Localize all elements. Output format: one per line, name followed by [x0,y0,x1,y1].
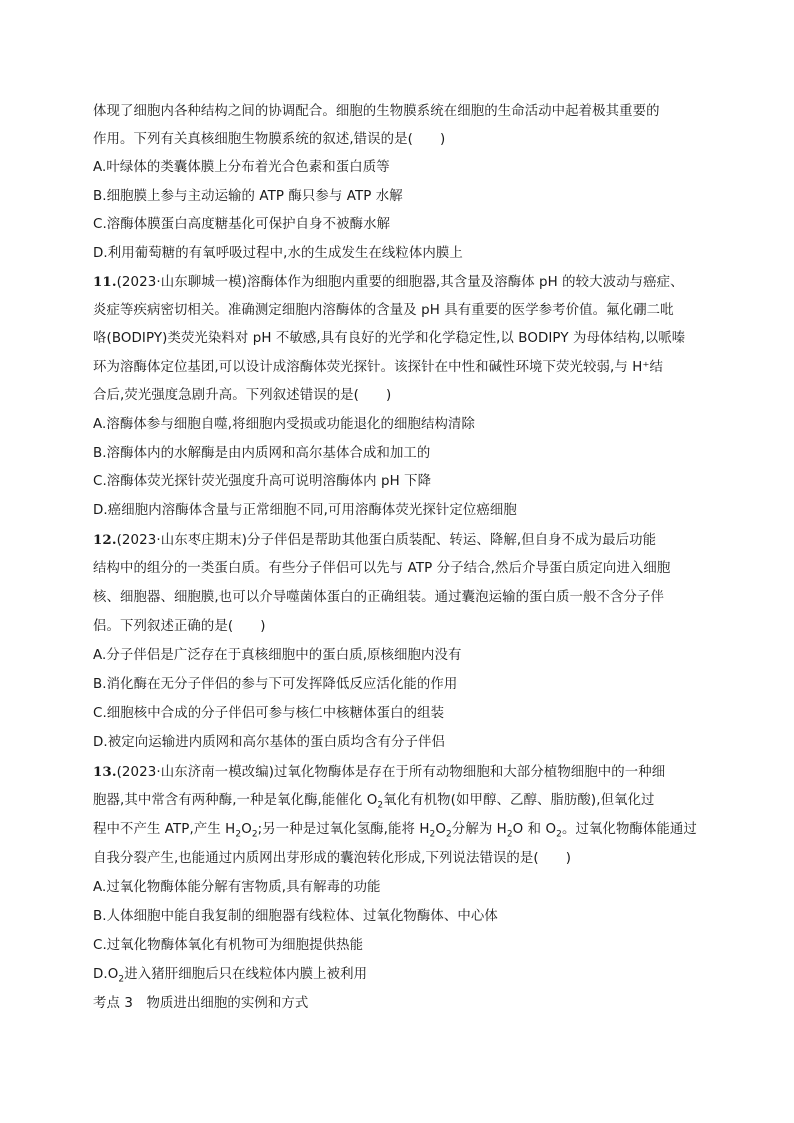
q13-line3-part-g: 。过氧化物酶体能通过 [561,822,697,837]
q11-option-d: D.癌细胞内溶酶体含量与正常细胞不同,可用溶酶体荧光探针定位癌细胞 [93,503,517,518]
q12-stem-line-1 [93,530,656,551]
subscript-2: 2 [429,829,436,840]
q12-stem-line-4: 侣。下列叙述正确的是( ) [93,619,266,634]
q12-stem-line-3: 核、细胞器、细胞膜,也可以介导噬菌体蛋白的正确组装。通过囊泡运输的蛋白质一般不含分子伴 [93,590,664,605]
q13-option-b: B.人体细胞中能自我复制的细胞器有线粒体、过氧化物酶体、中心体 [93,909,498,924]
subscript-2: 2 [377,800,384,811]
q10-option-c: C.溶酶体膜蛋白高度糖基化可保护自身不被酶水解 [93,217,391,232]
subscript-2: 2 [251,829,258,840]
q13-line3-part-d: O [435,822,447,837]
q13-stem-line-3 [93,820,697,840]
q13-option-d [93,965,367,985]
q12-option-b: B.消化酶在无分子伴侣的参与下可发挥降低反应活化能的作用 [93,677,458,692]
q10-option-b: B.细胞膜上参与主动运输的 ATP 酶只参与 ATP 水解 [93,189,403,204]
q10-option-a: A.叶绿体的类囊体膜上分布着光合色素和蛋白质等 [93,160,390,175]
q13-number: 13. [93,764,117,780]
q11-stem-line-5: 合后,荧光强度急剧升高。下列叙述错误的是( ) [93,388,392,403]
q11-option-a: A.溶酶体参与细胞自噬,将细胞内受损或功能退化的细胞结构清除 [93,417,475,432]
q11-stem-line-4: 环为溶酶体定位基团,可以设计成溶酶体荧光探针。该探针在中性和碱性环境下荧光较弱,与 H⁺结 [93,360,664,375]
q13-stem-line-4: 自我分裂产生,也能通过内质网出芽形成的囊泡转化形成,下列说法错误的是( ) [93,851,572,866]
q12-stem-line-2: 结构中的组分的一类蛋白质。有些分子伴侣可以先与 ATP 分子结合,然后介导蛋白质定向进入细胞 [93,561,671,576]
q11-stem-text-1: (2023·山东聊城一模)溶酶体作为细胞内重要的细胞器,其含量及溶酶体 pH 的较大波动与癌症、 [116,275,684,290]
q13-line2-part-a: 胞器,其中常含有两种酶,一种是氧化酶,能催化 O [93,793,378,808]
q13-line3-part-a: 程中不产生 ATP,产生 H [93,822,236,837]
q11-stem-line-1 [93,272,684,293]
q10-text-line-2: 作用。下列有关真核细胞生物膜系统的叙述,错误的是( ) [93,132,446,147]
q12-option-d: D.被定向运输进内质网和高尔基体的蛋白质均含有分子伴侣 [93,735,446,750]
section-heading: 考点 3 物质进出细胞的实例和方式 [93,996,309,1011]
q13-line3-part-c: ;另一种是过氧化氢酶,能将 H [257,822,430,837]
q11-option-b: B.溶酶体内的水解酶是由内质网和高尔基体合成和加工的 [93,446,431,461]
q12-option-a: A.分子伴侣是广泛存在于真核细胞中的蛋白质,原核细胞内没有 [93,648,462,663]
q10-option-d: D.利用葡萄糖的有氧呼吸过程中,水的生成发生在线粒体内膜上 [93,246,463,261]
q11-number: 11. [93,274,117,290]
q13-option-a: A.过氧化物酶体能分解有害物质,具有解毒的功能 [93,880,381,895]
subscript-2: 2 [118,974,125,985]
q13-option-d-part-a: D.O [93,967,119,982]
q13-stem-text-1: (2023·山东济南一模改编)过氧化物酶体是存在于所有动物细胞和大部分植物细胞中的一种细 [116,765,666,780]
q11-option-c: C.溶酶体荧光探针荧光强度升高可说明溶酶体内 pH 下降 [93,474,432,489]
q13-option-c: C.过氧化物酶体氧化有机物可为细胞提供热能 [93,938,364,953]
subscript-2: 2 [446,829,452,840]
q12-option-c: C.细胞核中合成的分子伴侣可参与核仁中核糖体蛋白的组装 [93,706,445,721]
q13-line3-part-f: O 和 O [512,822,557,837]
subscript-2: 2 [235,829,242,840]
q13-option-d-part-b: 进入猪肝细胞后只在线粒体内膜上被利用 [124,967,368,982]
q11-stem-line-3: 咯(BODIPY)类荧光染料对 pH 不敏感,具有良好的光学和化学稳定性,以 BODIPY 为母体结构,以哌嗪 [93,331,686,346]
subscript-2: 2 [506,829,513,840]
q13-line2-part-b: 氧化有机物(如甲醇、乙醇、脂肪酸),但氧化过 [383,793,655,808]
q11-stem-line-2: 炎症等疾病密切相关。准确测定细胞内溶酶体的含量及 pH 具有重要的医学参考价值。氟化硼二吡 [93,303,674,318]
q10-text-line-1: 体现了细胞内各种结构之间的协调配合。细胞的生物膜系统在细胞的生命活动中起着极其重要的 [93,104,660,119]
subscript-2: 2 [556,829,562,840]
q12-number: 12. [93,532,117,548]
q13-stem-line-2 [93,791,655,811]
q12-stem-text-1: (2023·山东枣庄期末)分子伴侣是帮助其他蛋白质装配、转运、降解,但自身不成为最后功能 [116,533,657,548]
q13-stem-line-1 [93,762,665,783]
q13-line3-part-b: O [241,822,252,837]
q13-line3-part-e: 分解为 H [451,822,507,837]
